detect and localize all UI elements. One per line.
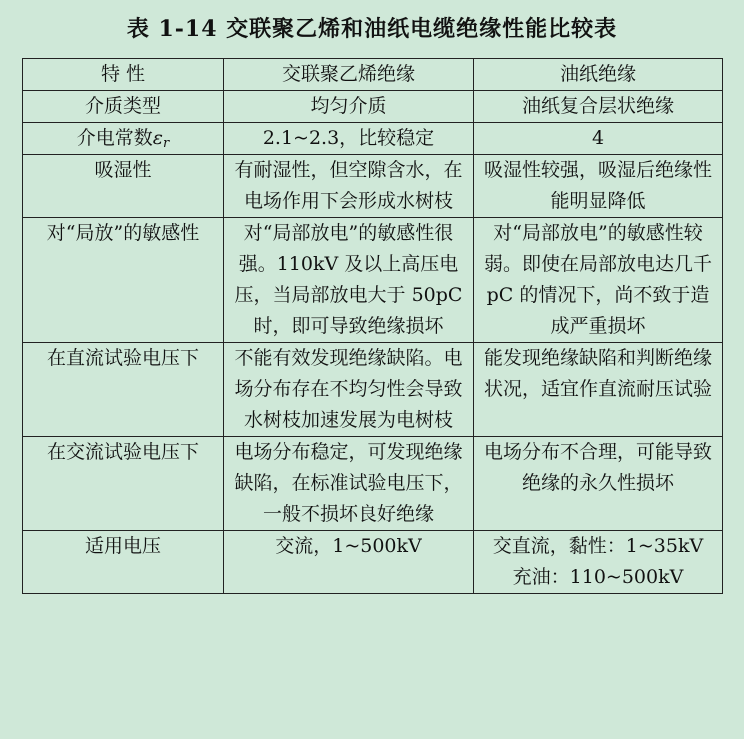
header-oil-paper: 油纸绝缘 [474, 59, 723, 91]
oil-paper-cell [474, 531, 723, 594]
oil-paper-cell: 油纸复合层状绝缘 [474, 91, 723, 123]
xlpe-cell: 交流，1~500kV [224, 531, 474, 594]
xlpe-cell: 不能有效发现绝缘缺陷。电场分布存在不均匀性会导致水树枝加速发展为电树枝 [224, 343, 474, 437]
epsilon-symbol: $\varepsilon_r$ [152, 127, 170, 151]
xlpe-cell: 2.1~2.3，比较稳定 [224, 123, 474, 155]
property-cell: 在直流试验电压下 [23, 343, 224, 437]
property-cell: 在交流试验电压下 [23, 437, 224, 531]
oil-paper-cell: 对“局部放电”的敏感性较弱。即使在局部放电达几千 pC 的情况下，尚不致于造成严重损坏 [474, 218, 723, 343]
property-cell: 吸湿性 [23, 155, 224, 218]
property-cell: 适用电压 [23, 531, 224, 594]
table-row [23, 155, 723, 218]
property-cell [23, 123, 224, 155]
xlpe-cell: 均匀介质 [224, 91, 474, 123]
oil-paper-line-1: 交直流，黏性：1~35kV [492, 535, 704, 557]
header-xlpe: 交联聚乙烯绝缘 [224, 59, 474, 91]
table-header-row [23, 59, 723, 91]
property-cell: 介质类型 [23, 91, 224, 123]
oil-paper-cell: 4 [474, 123, 723, 155]
property-cell: 对“局放”的敏感性 [23, 218, 224, 343]
header-property: 特 性 [23, 59, 224, 91]
table-row [23, 531, 723, 594]
comparison-table [22, 58, 723, 594]
property-label: 介电常数 [76, 127, 153, 149]
table-row [23, 343, 723, 437]
xlpe-cell: 有耐湿性，但空隙含水，在电场作用下会形成水树枝 [224, 155, 474, 218]
table-title: 表 1-14 交联聚乙烯和油纸电缆绝缘性能比较表 [126, 16, 618, 42]
table-row [23, 123, 723, 155]
oil-paper-cell: 吸湿性较强，吸湿后绝缘性能明显降低 [474, 155, 723, 218]
oil-paper-cell: 电场分布不合理，可能导致绝缘的永久性损坏 [474, 437, 723, 531]
table-row [23, 437, 723, 531]
xlpe-cell: 对“局部放电”的敏感性很强。110kV 及以上高压电压，当局部放电大于 50pC 时，即可导致绝缘损坏 [224, 218, 474, 343]
table-row [23, 218, 723, 343]
oil-paper-cell: 能发现绝缘缺陷和判断绝缘状况，适宜作直流耐压试验 [474, 343, 723, 437]
xlpe-cell: 电场分布稳定，可发现绝缘缺陷，在标准试验电压下，一般不损坏良好绝缘 [224, 437, 474, 531]
table-row [23, 91, 723, 123]
oil-paper-line-2: 充油：110~500kV [512, 566, 684, 588]
